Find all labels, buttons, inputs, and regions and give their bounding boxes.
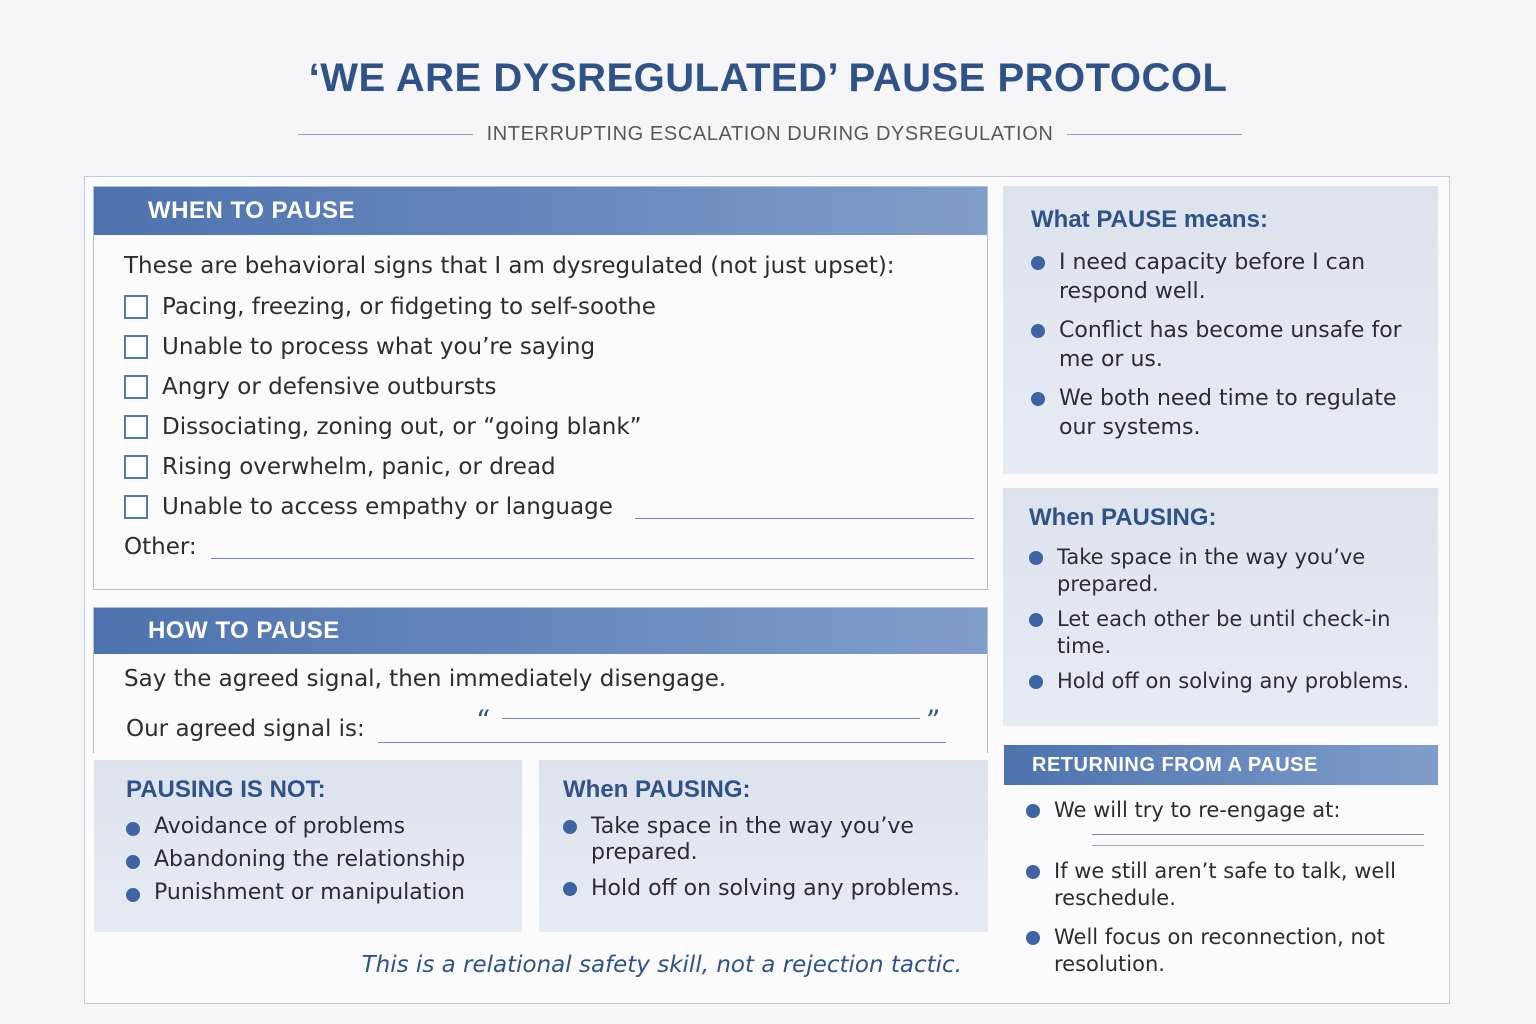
when-pausing-right-panel	[1003, 488, 1438, 726]
bullet-icon	[1026, 931, 1040, 945]
bullet-icon	[1031, 256, 1045, 270]
bullet-icon	[563, 882, 577, 896]
when-to-pause-card	[93, 186, 988, 590]
how-to-pause-instruction: Say the agreed signal, then immediately disengage.	[124, 666, 727, 692]
when-to-pause-heading: WHEN TO PAUSE	[94, 187, 987, 235]
bullet-icon	[1031, 392, 1045, 406]
list-item-text: Hold off on solving any problems.	[591, 876, 961, 901]
list-item	[126, 814, 522, 839]
bullet-icon	[126, 855, 140, 869]
bullet-icon	[1031, 324, 1045, 338]
when-pausing-right-heading: When PAUSING:	[1029, 504, 1217, 531]
list-item	[1029, 544, 1430, 598]
how-to-pause-card	[93, 607, 988, 753]
sign-checkbox-row[interactable]	[124, 447, 974, 487]
list-item-text: Take space in the way you’ve prepared.	[591, 814, 914, 865]
checkbox[interactable]	[124, 455, 148, 479]
divider	[1092, 845, 1424, 846]
sign-label: Pacing, freezing, or fidgeting to self-soothe	[162, 294, 656, 320]
divider	[1067, 134, 1242, 135]
re-engage-time-input[interactable]	[1092, 834, 1424, 835]
close-quote: ”	[926, 704, 941, 737]
bullet-icon	[1029, 675, 1043, 689]
other-input[interactable]	[211, 535, 974, 559]
list-item	[1026, 924, 1430, 978]
bullet-icon	[1026, 804, 1040, 818]
sign-label: Unable to process what you’re saying	[162, 334, 596, 360]
signal-input[interactable]	[502, 718, 920, 719]
list-item	[1026, 797, 1430, 824]
sign-checkbox-row[interactable]	[124, 287, 974, 327]
sign-label: Rising overwhelm, panic, or dread	[162, 454, 556, 480]
page-title: ‘WE ARE DYSREGULATED’ PAUSE PROTOCOL	[308, 56, 1228, 100]
bullet-icon	[126, 888, 140, 902]
sign-label: Dissociating, zoning out, or “going blank”	[162, 414, 642, 440]
list-item-text: Take space in the way you’ve prepared.	[1057, 545, 1366, 596]
pausing-is-not-panel	[94, 760, 522, 932]
list-item	[1029, 668, 1430, 695]
sign-label: Angry or defensive outbursts	[162, 374, 497, 400]
sign-label: Unable to access empathy or language	[162, 494, 613, 520]
sign-checkbox-row[interactable]	[124, 327, 974, 367]
list-item-text: Let each other be until check-in time.	[1057, 607, 1391, 658]
pause-means-panel	[1003, 186, 1438, 474]
checkbox[interactable]	[124, 415, 148, 439]
list-item-text: We both need time to regulate our systems.	[1059, 386, 1397, 440]
list-item	[1031, 384, 1424, 442]
page-subtitle: INTERRUPTING ESCALATION DURING DYSREGULATION	[486, 122, 1054, 145]
list-item-text: Avoidance of problems	[154, 814, 406, 839]
pause-means-heading: What PAUSE means:	[1031, 206, 1268, 233]
list-item-text: If we still aren’t safe to talk, well reschedule.	[1054, 859, 1397, 910]
returning-heading: RETURNING FROM A PAUSE	[1004, 745, 1438, 785]
returning-card	[1004, 745, 1438, 985]
list-item	[1026, 858, 1430, 912]
list-item-text: We will try to re-engage at:	[1054, 798, 1341, 822]
other-label: Other:	[124, 534, 197, 560]
list-item	[126, 847, 522, 872]
blank-line[interactable]	[635, 495, 974, 519]
checkbox[interactable]	[124, 335, 148, 359]
when-pausing-bottom-panel	[539, 760, 988, 932]
other-row	[124, 527, 974, 567]
list-item	[563, 876, 970, 902]
list-item	[1031, 248, 1424, 306]
list-item-text: Punishment or manipulation	[154, 880, 465, 905]
list-item	[1031, 316, 1424, 374]
list-item-text: Hold off on solving any problems.	[1057, 669, 1410, 693]
bullet-icon	[1029, 551, 1043, 565]
when-pausing-bottom-heading: When PAUSING:	[563, 776, 751, 803]
signal-underline	[378, 742, 946, 743]
sign-checkbox-row[interactable]	[124, 407, 974, 447]
signal-label: Our agreed signal is:	[126, 716, 365, 742]
bullet-icon	[563, 820, 577, 834]
sign-checkbox-row[interactable]	[124, 487, 974, 527]
subtitle-row	[298, 120, 1242, 148]
when-to-pause-intro: These are behavioral signs that I am dysregulated (not just upset):	[124, 253, 895, 279]
sign-checkbox-row[interactable]	[124, 367, 974, 407]
list-item	[563, 814, 970, 866]
checkbox[interactable]	[124, 375, 148, 399]
list-item-text: Abandoning the relationship	[154, 847, 466, 872]
bullet-icon	[126, 822, 140, 836]
bullet-icon	[1026, 865, 1040, 879]
list-item-text: I need capacity before I can respond well.	[1059, 250, 1366, 304]
bullet-icon	[1029, 613, 1043, 627]
list-item	[1029, 606, 1430, 660]
list-item-text: Well focus on reconnection, not resolution.	[1054, 925, 1385, 976]
divider	[298, 134, 473, 135]
how-to-pause-heading: HOW TO PAUSE	[94, 608, 987, 654]
signal-row	[126, 704, 946, 746]
checkbox[interactable]	[124, 495, 148, 519]
footer-note: This is a relational safety skill, not a rejection tactic.	[361, 952, 962, 978]
checkbox[interactable]	[124, 295, 148, 319]
list-item-text: Conflict has become unsafe for me or us.	[1059, 318, 1402, 372]
pausing-is-not-heading: PAUSING IS NOT:	[126, 776, 326, 803]
open-quote: “	[476, 704, 491, 737]
list-item	[126, 880, 522, 905]
